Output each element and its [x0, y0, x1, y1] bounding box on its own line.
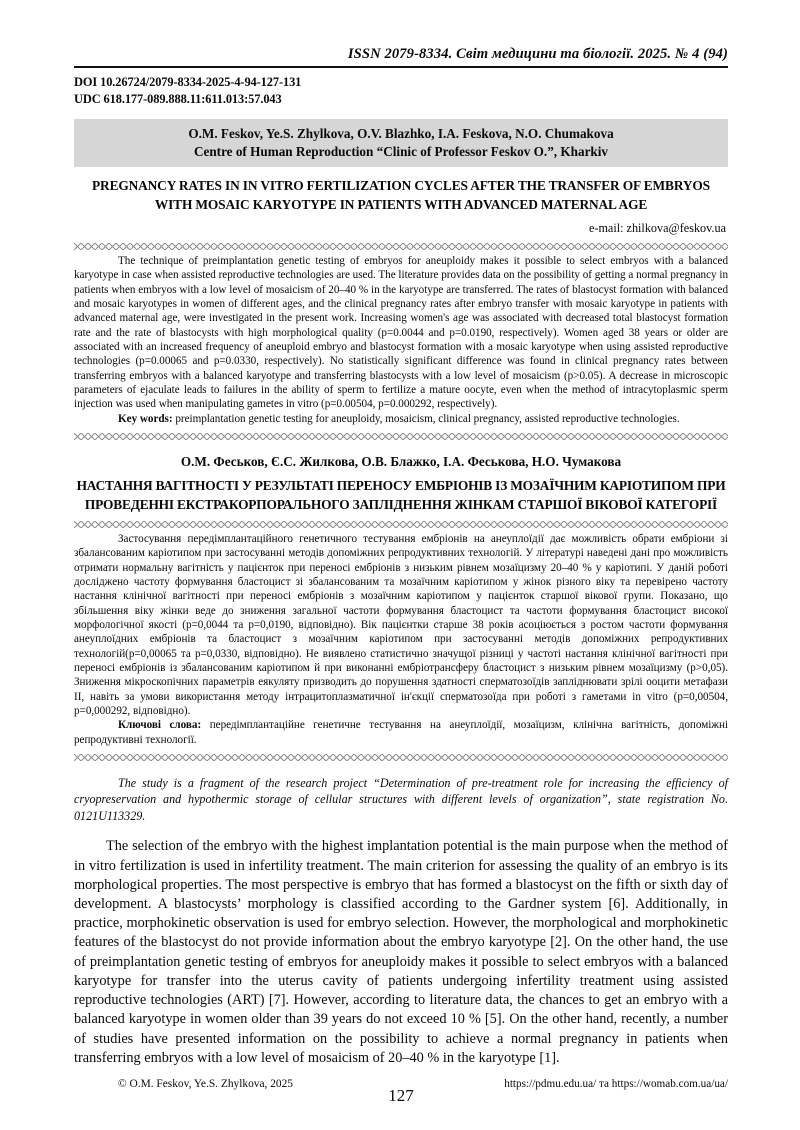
wavy-separator-ua-top — [74, 521, 728, 528]
running-head: ISSN 2079-8334. Світ медицини та біології. 2025. № 4 (94) — [347, 46, 728, 62]
body-text — [74, 837, 728, 1068]
keywords-ua-list: передімплантаційне генетичне тестування на анеуплоїдії, мозаїцизм, клінічна вагітність, допоміжні репродуктивні технології. — [74, 719, 729, 746]
abstract-ua-text: Застосування передімплантаційного генетичного тестування ембріонів на анеуплоїдії дає можливість обрати ембріони зі збалансованим каріотипом при застосуванні методів допоміжних репродуктивних технологій. У літературі наведені дані про можливість отримати нормальну вагітність у пацієнток при переносі ембріонів з низьким рівнем мозаїцизму 20–40 % у каріотипі. У даній роботі досліджено частоту формування бластоцист зі збалансованим та мозаїчним каріотипом у жінок різного віку та перевірено частоту настання клінічної вагітності при переносі ембріонів з мозаїчним каріотипом у пацієнток старшої вікової групи. Показано, що збільшення віку жінки веде до зниження загальної частоти формування бластоцист та частоти формування бластоцист високої морфологічної якості (p=0,0044 та p=0,0190, відповідно). Вік пацієнтки старше 38 років асоціюється з ростом частоти формування анеуплоїдних ембріонів та бластоцист з мозаїчним каріотипом при застосуванні методів допоміжних репродуктивних технологій(p=0,00065 та p=0,0330, відповідно). Не виявлено статистично значущої різниці у частоті настання клінічної вагітності при переносі ембріонів із збалансованим каріотипом й при виконанні ембріотрансферу бластоцист з низьким рівнем мозаїцизму (p>0,05). Зниження мікроскопічних параметрів еякуляту призводить до порушення здатності сперматозоїдів запліднювати зрілі ооцити метафази ІІ, навіть за умови використання методу інтрацитоплазматичної ін'єкції сперматозоїда при роботі з гаметами in vitro (p=0,00504, p=0,000292, відповідно). — [74, 533, 728, 718]
author-affiliation-band — [74, 119, 728, 167]
wavy-separator-bottom — [74, 754, 728, 761]
wavy-separator-top — [74, 243, 728, 250]
project-note — [74, 775, 728, 824]
abstract-en — [74, 254, 728, 426]
doi-line: DOI 10.26724/2079-8334-2025-4-94-127-131 — [74, 75, 302, 89]
abstract-en-text: The technique of preimplantation genetic testing of embryos for aneuploidy makes it possible to select embryos with a balanced karyotype in case when assisted reproductive technologies are used. The literature provides data on the possibility of getting a normal pregnancy in patients when embryos with a low level of mosaicism of 20–40 % in the karyotype are transferred. The rates of blastocyst formation with balanced and mosaic karyotypes in women of different ages, and the clinical pregnancy rates after embryo transfer with mosaic karyotype in patients with advanced maternal age, were investigated in the present work. Increasing women's age was associated with decreased total blastocyst formation rate and the rate of blastocysts with high morphological quality (p=0.0044 and p=0.0190, respectively). Women aged 38 years or older are associated with an increased frequency of aneuploid embryo and blastocyst formation with a mosaic karyotype when using assisted reproductive technologies (p=0.00065 and p=0.0330, respectively). No statistically significant difference was found in clinical pregnancy rates between transferring embryos with a balanced karyotype and transferring blastocysts with a low level of mosaicism (p>0.05). A decrease in microscopic parameters of ejaculate leads to failures in the ability of sperm to fertilize a mature oocyte, even when the method of intracytoplasmic sperm injection was used when manipulating gametes in vitro (p=0.00504, p=0.000292, respectively). — [74, 255, 728, 411]
body-paragraph: The selection of the embryo with the highest implantation potential is the main purpose when the method of in vitro fertilization is used in infertility treatment. The main criterion for assessing the quality of an embryo is its morphological properties. The most perspective is embryo that has formed a blastocyst on the fifth or sixth day of development. A blastocysts’ morphology is classified according to the Gardner system [6]. Additionally, in practice, morphokinetic observation is used for embryo selection. However, the morphological and morphokinetic features of the blastocyst do not provide information about the embryo karyotype [2]. On the other hand, the use of preimplantation genetic testing of embryos for aneuploidy makes it possible to select embryos with a balanced karyotype for transfer into the uterus cavity of patients undergoing infertility treatment using assisted reproductive technologies (ART) [7]. However, according to literature data, the chances to get an embryo with a balanced karyotype in women older than 39 years do not exceed 10 % [5]. On the other hand, recently, a number of studies have presented information on the possibility to achieve a normal pregnancy in patients when transferring embryos with a low level of mosaicism of 20–40 % in the karyotype [1]. — [74, 838, 728, 1066]
article-title-en: PREGNANCY RATES IN IN VITRO FERTILIZATION CYCLES AFTER THE TRANSFER OF EMBRYOS WITH MOSAIC KARYOTYPE IN PATIENTS WITH ADVANCED MATERNAL AGE — [92, 178, 710, 212]
journal-links: https://pdmu.edu.ua/ та https://womab.com.ua/ua/ — [504, 1078, 728, 1090]
contact-email: e-mail: zhilkova@feskov.ua — [588, 221, 726, 236]
authors-en: O.M. Feskov, Ye.S. Zhylkova, O.V. Blazhko, I.A. Feskova, N.O. Chumakova — [188, 126, 614, 141]
page-footer — [74, 1078, 728, 1118]
page-content — [74, 0, 728, 1068]
keywords-ua — [74, 718, 728, 747]
abstract-ua — [74, 532, 728, 747]
identifier-block — [74, 74, 728, 107]
udc-line: UDC 618.177-089.888.11:611.013:57.043 — [74, 91, 282, 106]
page-number: 127 — [388, 1086, 414, 1105]
keywords-en — [74, 412, 728, 426]
authors-ua: О.М. Феськов, Є.С. Жилкова, О.В. Блажко, І.А. Феськова, Н.О. Чумакова — [180, 454, 622, 470]
header-rule — [74, 66, 728, 68]
article-title-ua: НАСТАННЯ ВАГІТНОСТІ У РЕЗУЛЬТАТІ ПЕРЕНОСУ ЕМБРІОНІВ ІЗ МОЗАЇЧНИМ КАРІОТИПОМ ПРИ ПРОВЕДЕННІ ЕКСТРАКОРПОРАЛЬНОГО ЗАПЛІДНЕННЯ ЖІНКАМ СТАРШОЇ ВІКОВОЇ КАТЕГОРІЇ — [76, 478, 726, 512]
keywords-en-label: Key words: — [118, 412, 173, 425]
copyright-line: © O.M. Feskov, Ye.S. Zhylkova, 2025 — [118, 1078, 293, 1090]
keywords-ua-label: Ключові слова: — [118, 719, 202, 732]
project-note-text: The study is a fragment of the research project “Determination of pre-treatment role for increasing the efficiency of cryopreservation and hypothermic storage of cellular structures with different levels of organization”, state registration No. 0121U113329. — [74, 776, 728, 823]
affiliation-en: Centre of Human Reproduction “Clinic of Professor Feskov O.”, Kharkiv — [193, 144, 609, 160]
keywords-en-list: preimplantation genetic testing for aneuploidy, mosaicism, clinical pregnancy, assisted reproductive technologies. — [175, 412, 680, 425]
wavy-separator-middle — [74, 433, 728, 440]
